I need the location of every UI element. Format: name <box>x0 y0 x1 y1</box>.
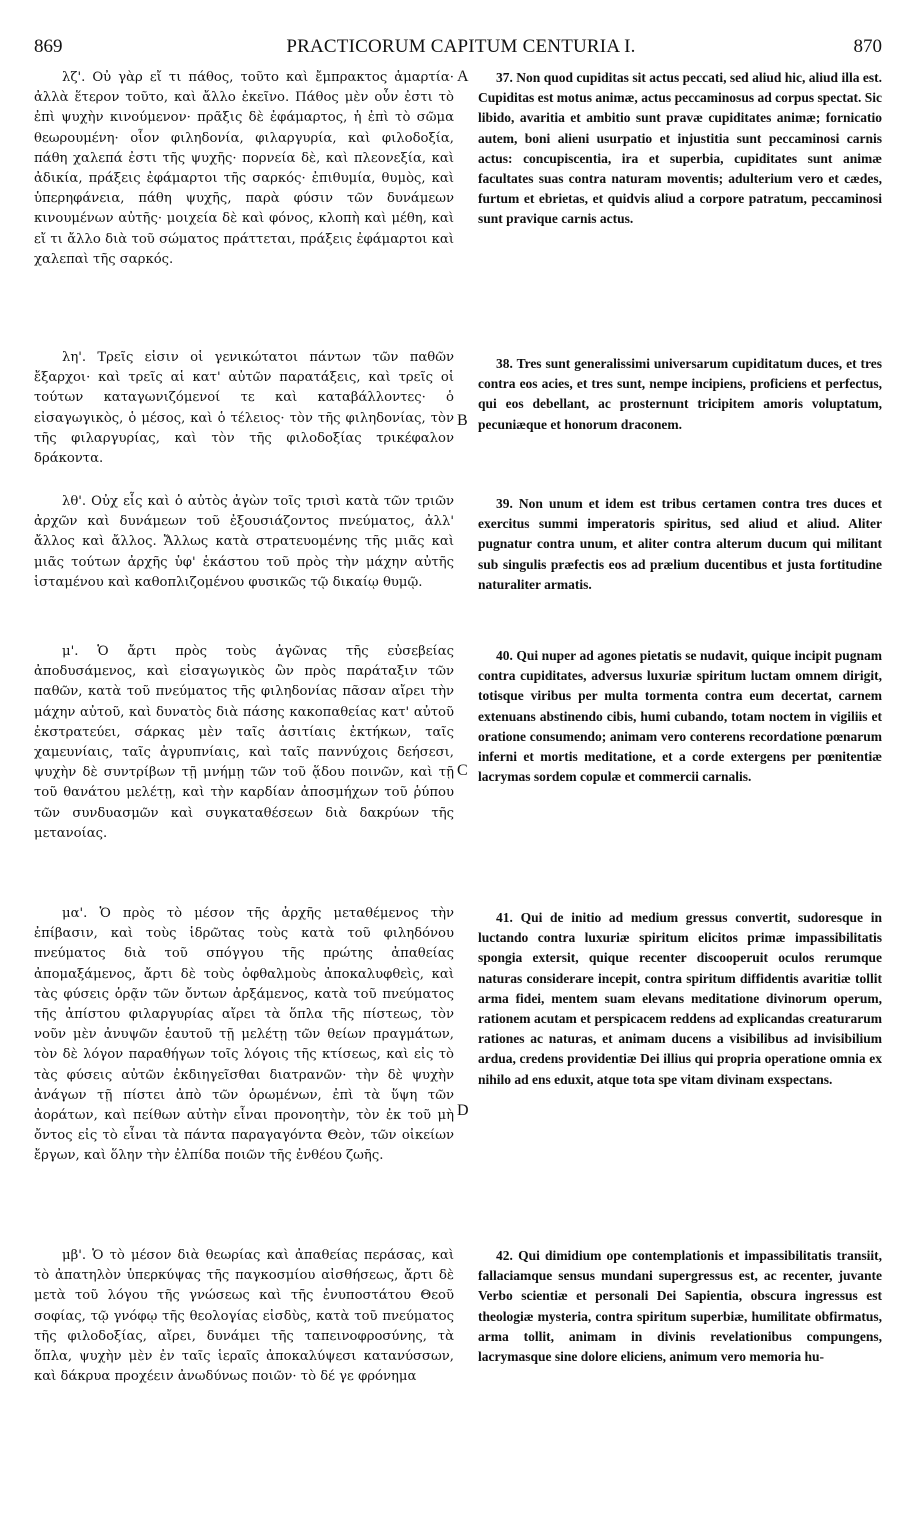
greek-chapter-40: μ'. Ὁ ἄρτι πρὸς τοὺς ἀγῶνας τῆς εὐσεβείας ἀποδυσάμενος, καὶ εἰσαγωγικὸς ὢν πρὸς παράταξιν τῶν παθῶν, κατὰ τοῦ πνεύματος τῆς φιληδονίας πᾶσαν αἴρει τὴν μάχην αὐτοῦ, καὶ δυνατὸς διὰ πάσης κακοπαθείας κατ' αὐτοῦ ἐκστρατεύει, σάρκας μὲν ταῖς ἀσιτίαις ἐκτήκων, ταῖς χαμευνίαις, ταῖς ἀγρυπνίαις, καὶ ταῖς παννύχοις δεήσεσι, ψυχὴν δὲ συντρίβων τῇ μνήμῃ τῶν τοῦ ᾅδου ποινῶν, καὶ τῇ τοῦ θανάτου μελέτῃ, καὶ τὴν καρδίαν ἀποσμήχων τοῦ ῥύπου τῶν συνδυασμῶν καὶ συγκαταθέσεων διὰ δακρύων τῆς μετανοίας. <box>34 644 454 841</box>
margin-letter-a: A <box>457 68 469 85</box>
running-title: PRACTICORUM CAPITUM CENTURIA I. <box>286 36 636 57</box>
latin-chapter-38: 38. Tres sunt generalissimi universarum cupiditatum duces, et tres contra eos acies, et tres sunt, nempe incipiens, proficiens et perfectus, qui eos debellant, ac prosternunt tricipitem amoris voluptatum, pecuniæque et honorum draconem. <box>478 356 882 432</box>
latin-chapter-39: 39. Non unum et idem est tribus certamen contra tres duces et exercitus summi imperatoris spiritus, sed aliud et aliud. Aliter pugnatur contra unum, et aliter contra alterum ducum qui militant sub singulis præfectis eos ad prælium ducentibus et justa fortitudine naturaliter armatis. <box>478 496 882 592</box>
page-number-right: 870 <box>853 36 882 57</box>
latin-chapter-41: 41. Qui de initio ad medium gressus convertit, sudoresque in luctando contra luxuriæ spiritum elicitos primæ impassibilitatis spongia extersit, quique recenter discooperuit oculos rerumque naturas considerare incepit, contra spiritum diffidentis avaritiæ tollit arma fidei, mentem suam elevans meditatione divinorum operum, rationem acutam et perspicacem reddens ad explicandas creaturarum rationes ac naturas, et animam ducens a visibilibus ad invisibilium ardua, credens providentiæ Dei illius qui propria operatione omnia ex nihilo ad ens eduxit, atque tota spe vitam divinam exspectans. <box>478 910 882 1087</box>
greek-chapter-42: μβ'. Ὁ τὸ μέσον διὰ θεωρίας καὶ ἀπαθείας περάσας, καὶ τὸ ἀπατηλὸν ὑπερκύψας τῆς παγκοσμίου αἰσθήσεως, ἄρτι δὲ μετὰ τοῦ λόγου τῆς γνώσεως καὶ τῆς ἐνυποστάτου Θεοῦ σοφίας, τῷ γνόφῳ τῆς θεολογίας εἰσδὺς, κατὰ τοῦ πνεύματος τῆς φιλοδοξίας, αἴρει, δυνάμει τῆς ταπεινοφροσύνης, τὰ ὅπλα, ψυχὴν μὲν ἐν ταῖς ἱεραῖς ἀποκαλύψεσι κατανύσσων, καὶ δάκρυα προχέειν ἀνωδύνως ποιῶν· τὸ δέ γε φρόνημα <box>34 1248 454 1385</box>
greek-chapter-39: λθ'. Οὐχ εἷς καὶ ὁ αὐτὸς ἀγὼν τοῖς τρισὶ κατὰ τῶν τριῶν ἀρχῶν καὶ δυνάμεων τοῦ ἐξουσιάζοντος πνεύματος, ἀλλ' ἄλλος καὶ ἄλλος. Ἄλλως κατὰ στρατευομένης τῆς μιᾶς καὶ μιᾶς τούτων ἀρχῆς ὑφ' ἑκάστου τοῦ πρὸς τὴν μάχην αὐτῆς ἱσταμένου καὶ καθοπλιζομένου φυσικῶς τῷ δικαίῳ θυμῷ. <box>34 494 454 590</box>
page-number-left: 869 <box>34 36 63 57</box>
margin-letter-b: B <box>457 412 468 429</box>
greek-chapter-37: λζ'. Οὐ γὰρ εἴ τι πάθος, τοῦτο καὶ ἔμπρακτος ἁμαρτία· ἀλλὰ ἕτερον τοῦτο, καὶ ἄλλο ἐκεῖνο. Πάθος μὲν οὖν ἐστι τὸ ἐπὶ ψυχὴν κινούμενον· πρᾶξις δὲ ἐφάμαρτος, ἡ ἐπὶ τὸ σῶμα θεωρουμένη· οἷον φιληδονία, φιλαργυρία, καὶ φιλοδοξία, πάθη χαλεπά ἐστι τῆς ψυχῆς· πορνεία δὲ, καὶ πλεονεξία, καὶ ἀδικία, πράξεις ἐφάμαρτοι τῆς σαρκός· ἐπιθυμία, θυμὸς, καὶ ὑπερηφάνεια, πάθη ψυχῆς, παρὰ φύσιν τῶν δυνάμεων κινουμένων αὐτῆς· μοιχεία δὲ καὶ φόνος, κλοπὴ καὶ μέθη, καὶ εἴ τι ἄλλο διὰ τοῦ σώματος πράττεται, πράξεις ἐφάμαρτοι καὶ χαλεπαὶ τῆς σαρκός. <box>34 70 454 267</box>
latin-chapter-40: 40. Qui nuper ad agones pietatis se nudavit, quique incipit pugnam contra cupiditates, adversus luxuriæ spiritum luctam omnem dirigit, totisque viribus per multa tormenta contra eum decertat, carnem extenuans abstinendo cibis, humi cubando, totam noctem in vigiliis et oratione consumendo; animam vero conterens recordatione pœnarum inferni et mortis meditatione, et a corde extergens per pœnitentiæ lacrymas sordem copulæ et commercii carnalis. <box>478 648 882 785</box>
latin-chapter-42: 42. Qui dimidium ope contemplationis et impassibilitatis transiit, fallaciamque sensus mundani supergressus est, ac recenter, juvante Verbo scientiæ et personali Dei Sapientia, obscura ingressus est theologiæ mysteria, contra spiritum superbiæ, humilitate obfirmatus, arma tollit, animam in divinis revelationibus compungens, lacrymasque sine dolore eliciens, animum vero memoria hu- <box>478 1248 882 1365</box>
greek-chapter-38: λη'. Τρεῖς εἰσιν οἱ γενικώτατοι πάντων τῶν παθῶν ἔξαρχοι· καὶ τρεῖς αἱ κατ' αὐτῶν παρατάξεις, καὶ τρεῖς οἱ τούτων καταγωνιζόμενοί τε καὶ καταβάλλοντες· ὁ εἰσαγωγικὸς, ὁ μέσος, καὶ ὁ τέλειος· τὸν τῆς φιληδονίας, τὸν τῆς φιλαργυρίας, καὶ τὸν τῆς φιλοδοξίας τρικέφαλον δράκοντα. <box>34 350 454 467</box>
margin-letter-d: D <box>457 1102 469 1119</box>
running-header <box>0 36 922 62</box>
greek-chapter-41: μα'. Ὁ πρὸς τὸ μέσον τῆς ἀρχῆς μεταθέμενος τὴν ἐπίβασιν, καὶ τοὺς ἱδρῶτας τοὺς κατὰ τοῦ φιληδόνου πνεύματος διὰ τοῦ σπόγγου τῆς πρώτης ἀπαθείας ἀπομαξάμενος, ἄρτι δὲ τοὺς ὀφθαλμοὺς ἀποκαλυφθεὶς, καὶ τὰς φύσεις ὁρᾷν τῶν ὄντων ἀρξάμενος, κατὰ τοῦ πνεύματος τῆς ἀπίστου φιλαργυρίας αἴρει τὰ ὅπλα τῆς πίστεως, τὸν νοῦν μὲν ἀνυψῶν ἑαυτοῦ τῇ μελέτῃ τῶν θείων πραγμάτων, τὸν δὲ λόγον παραθήγων τοῖς λόγοις τῆς κτίσεως, καὶ εἰς τὸ τὰς φύσεις αὐτῶν ἐκδιηγεῖσθαι διατρανῶν· τὴν δὲ ψυχὴν ἀνάγων τῇ πίστει ἀπὸ τῶν ὁρωμένων, ἐπὶ τὰ ὕψη τῶν ἀοράτων, καὶ πείθων αὐτὴν εἶναι προνοητὴν, τὸν ἐκ τοῦ μὴ ὄντος εἰς τὸ εἶναι τὰ πάντα παραγαγόντα Θεὸν, τῶν οἰκείων ἔργων, καὶ ὅλην τὴν ἐλπίδα ποιῶν τῆς ἐνθέου ζωῆς. <box>34 906 454 1164</box>
margin-letter-c: C <box>457 762 468 779</box>
latin-chapter-37: 37. Non quod cupiditas sit actus peccati, sed aliud hic, aliud illa est. Cupiditas est motus animæ, actus peccaminosus ad corpus spectat. Sic libido, avaritia et ambitio sunt pravæ cupiditates animæ; fornicatio autem, boni alieni usurpatio et injustitia sunt peccaminosi carnis actus: concupiscentia, ira et superbia, cupiditates sunt animæ facultates suas contra naturam moventis; adulterium vero et cædes, furtum et ebrietas, et quidvis aliud a corpore patratum, peccaminosi sunt pravique carnis actus. <box>478 70 882 227</box>
